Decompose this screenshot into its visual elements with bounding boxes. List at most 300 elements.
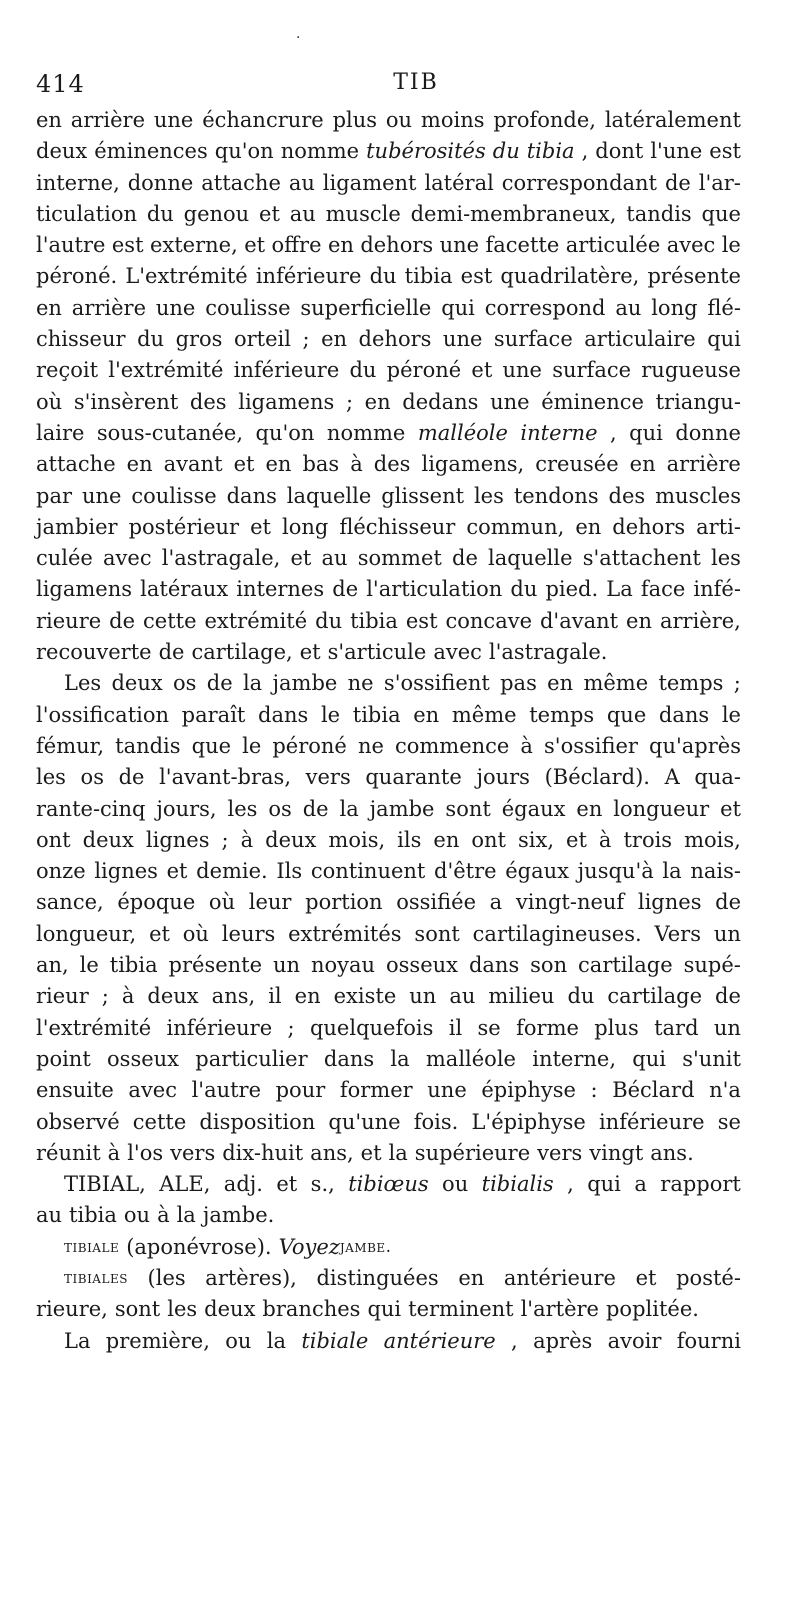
word: jambe (272, 671, 338, 696)
word: du (492, 139, 520, 164)
word: par (36, 483, 73, 508)
text-line (36, 606, 741, 637)
word: correspondant (501, 170, 657, 195)
word: moins (420, 108, 485, 132)
word: épiphyse (481, 1078, 576, 1103)
word: dans (658, 702, 710, 727)
word: deux (204, 1297, 256, 1322)
word: tandis (115, 733, 181, 758)
word: les (227, 796, 258, 821)
word: (aponévrose). (126, 1234, 272, 1259)
word: l'une (650, 139, 703, 164)
word: dans (258, 702, 309, 727)
word: ; (302, 327, 310, 352)
word: une (153, 108, 194, 132)
word: (les (147, 1265, 186, 1290)
word: jambier (36, 514, 118, 539)
word: orteil (233, 327, 291, 352)
word: au (288, 170, 315, 195)
word: antérieure (383, 1328, 496, 1353)
word: et (233, 452, 255, 477)
word: la (390, 1046, 410, 1071)
word: cartilage, (191, 640, 293, 665)
word: surface (552, 358, 632, 383)
word: commun, (466, 514, 565, 539)
word: temps (658, 671, 724, 696)
text-line (36, 981, 741, 1012)
word: temps (529, 702, 595, 727)
word: fois. (413, 1109, 459, 1134)
word: les (167, 1297, 198, 1322)
word: un (409, 984, 437, 1009)
word: dans (323, 1046, 375, 1071)
word: demie. (196, 859, 268, 884)
word: dedans (402, 389, 479, 414)
word: inférieure (255, 264, 362, 289)
word: infé- (693, 577, 741, 602)
word: l'ossification (36, 702, 170, 727)
word: laire (36, 420, 85, 445)
word: longueur, (36, 921, 137, 946)
word: paraît (181, 702, 246, 727)
word: s'ossifier (544, 733, 638, 758)
word: tandis (626, 201, 692, 226)
word: disposition (199, 1109, 316, 1134)
word: mois, (328, 827, 386, 852)
word: ALE, (159, 1172, 211, 1197)
text-line (36, 1138, 741, 1169)
word: cette (143, 608, 197, 633)
word: lignes (145, 827, 210, 852)
word: qua- (694, 765, 741, 790)
word: pour (275, 1078, 326, 1103)
word: triangu- (655, 389, 741, 414)
word: inférieure (166, 1015, 273, 1040)
word: il (448, 1015, 463, 1040)
word: La (64, 1328, 91, 1353)
word: et (566, 827, 587, 852)
word: une (427, 1078, 467, 1103)
word: onze (36, 859, 86, 884)
word: flé- (707, 295, 741, 320)
word: présente (168, 953, 263, 978)
word: vers (537, 1140, 583, 1165)
word: où (36, 389, 63, 414)
word: L'épiphyse (471, 1109, 586, 1134)
word: nomme (280, 139, 360, 164)
word: surface (493, 327, 573, 352)
word: époque (117, 890, 196, 915)
word: longueur (613, 796, 710, 821)
text-line (36, 1075, 741, 1106)
word: après (533, 1328, 593, 1353)
word: postérieur (128, 514, 240, 539)
word: donne (127, 170, 194, 195)
word: s'ossifient (383, 671, 490, 696)
word: externe, (149, 233, 238, 258)
text-line (36, 1044, 741, 1075)
word: il (268, 984, 282, 1009)
word: latéralement (604, 108, 741, 132)
word: deux (147, 984, 199, 1009)
word: ans, (211, 984, 256, 1009)
text-line (36, 1294, 741, 1325)
word: tibiœus (348, 1172, 429, 1197)
text-line (36, 794, 741, 825)
word: l'ar- (698, 170, 741, 195)
word: dehors (612, 514, 686, 539)
word: de (109, 608, 136, 633)
word: interne, (532, 1046, 617, 1071)
word: quarante (365, 765, 462, 790)
text-line (36, 1200, 741, 1231)
word: à (107, 1140, 121, 1165)
word: que (701, 201, 741, 226)
word: observé (36, 1109, 120, 1134)
word: deux (82, 827, 134, 852)
word: l'articulation (366, 577, 503, 602)
word: , (581, 139, 589, 164)
word: que (191, 733, 232, 758)
word: rante-cinq (36, 796, 146, 821)
word: sont (414, 921, 460, 946)
word: lignes (94, 859, 158, 884)
word: plus (332, 108, 378, 132)
word: un (273, 953, 301, 978)
word: une (502, 358, 542, 383)
word: existe (333, 984, 397, 1009)
word: est (709, 139, 741, 164)
word: , (567, 1172, 574, 1197)
running-head: TIB (393, 70, 439, 95)
word: L'extrémité (125, 264, 248, 289)
word: tibia (526, 139, 575, 164)
word: extrémité (204, 608, 308, 633)
word: en (575, 514, 602, 539)
word: TIBIAL, (64, 1172, 146, 1197)
word: fléchisseur (339, 514, 456, 539)
word: tibia (350, 608, 398, 633)
word: tendons (513, 483, 599, 508)
word: La (606, 577, 633, 602)
word: particulier (195, 1046, 308, 1071)
word: du (369, 264, 397, 289)
text-line (36, 481, 741, 512)
word: ont (36, 827, 71, 852)
word: les (36, 765, 66, 790)
word: en (327, 233, 354, 258)
word: attache (36, 452, 116, 477)
word: latéraux (140, 577, 229, 602)
word: tibia (109, 953, 158, 978)
word: coulisse (205, 295, 291, 320)
word: de (452, 546, 478, 571)
word: s'insèrent (73, 389, 179, 414)
word: vingt-neuf (515, 890, 625, 915)
word: une (439, 233, 480, 258)
word: qui (587, 1172, 621, 1197)
word: jours, (156, 796, 217, 821)
word: terminent (408, 1297, 514, 1322)
word: dehors (360, 233, 434, 258)
word: quelquefois (309, 1015, 434, 1040)
word: en (36, 108, 62, 132)
word: Ils (276, 859, 303, 884)
word: genou (183, 201, 250, 226)
word: arrière (71, 295, 147, 320)
word: leurs (221, 921, 276, 946)
word: ; (221, 827, 229, 852)
word: péroné (272, 733, 347, 758)
word: muscle (325, 201, 401, 226)
word: de (715, 890, 741, 915)
word: articulée (565, 233, 661, 258)
text-line (36, 1326, 741, 1357)
word: l'astragale, (161, 546, 281, 571)
word: en (629, 452, 656, 477)
word: de (118, 765, 145, 790)
word: Les (64, 671, 102, 696)
word: la (339, 796, 359, 821)
text-line (36, 199, 741, 230)
word: en (626, 608, 652, 633)
word: où (208, 890, 236, 915)
word: recouverte (36, 640, 152, 665)
word: en (458, 1265, 485, 1290)
word: facette (485, 233, 560, 258)
word: ont (471, 827, 506, 852)
text-line (36, 1013, 741, 1044)
word: culée (36, 546, 93, 571)
word: pas (500, 671, 537, 696)
word: l'os (127, 1140, 164, 1165)
text-line (36, 1169, 741, 1200)
word: trois (623, 827, 673, 852)
text-line (36, 825, 741, 856)
word: l'artère (520, 1297, 599, 1322)
word: concave (445, 608, 533, 633)
word: mois, (684, 827, 741, 852)
word: arrière (70, 108, 146, 132)
word: inférieure (233, 358, 340, 383)
word: avec (433, 640, 482, 665)
word: coulisse (131, 483, 217, 508)
word: inférieure (598, 1109, 705, 1134)
word: point (36, 1046, 91, 1071)
word: plus (594, 1015, 639, 1040)
word: tibia (404, 264, 453, 289)
word: jours (476, 765, 530, 790)
text-line (36, 1232, 741, 1263)
word: d'être (434, 859, 497, 884)
text-line (36, 418, 741, 449)
word: distinguées (316, 1265, 439, 1290)
word: l'astragale. (488, 640, 608, 665)
word: en (294, 984, 321, 1009)
word: arrière (666, 452, 741, 477)
word: sance, (36, 890, 104, 915)
word: jusqu'à (577, 859, 654, 884)
word: vers (170, 1140, 216, 1165)
word: qu'on (214, 139, 274, 164)
word: sont (114, 1297, 161, 1322)
word: au (321, 546, 348, 571)
word: ans, (310, 1140, 354, 1165)
word: du (510, 577, 538, 602)
word: une (81, 483, 122, 508)
word: à (121, 984, 135, 1009)
word: pied. (545, 577, 599, 602)
word: la (266, 1328, 286, 1353)
word: en (364, 389, 391, 414)
page-header (36, 70, 741, 104)
word: ou (442, 1172, 469, 1197)
word: première, (105, 1328, 210, 1353)
word: et (635, 1265, 657, 1290)
word: jambe. (202, 1203, 275, 1228)
word: gros (175, 327, 223, 352)
word: s'attachent (582, 546, 701, 571)
word: attache (201, 170, 281, 195)
word: la (242, 671, 263, 696)
word: ligament (322, 170, 417, 195)
text-line (36, 512, 741, 543)
word: lignes (637, 890, 702, 915)
word: os (268, 796, 292, 821)
word: même (451, 702, 517, 727)
word: profonde, (493, 108, 596, 132)
word: le (320, 702, 341, 727)
text-line (36, 668, 741, 699)
word: cartilagineuses. (472, 921, 642, 946)
word: A (664, 765, 680, 790)
word: et (299, 640, 321, 665)
word: ossifiée (396, 890, 477, 915)
text-line (36, 700, 741, 731)
word: ; (287, 1015, 295, 1040)
word: ; (733, 671, 741, 696)
word: ligamens, (421, 452, 525, 477)
word: tibia (352, 702, 401, 727)
word: interne, (36, 170, 120, 195)
text-line (36, 449, 741, 480)
word: ou (225, 1328, 252, 1353)
word: une (490, 389, 530, 414)
word: est (460, 264, 493, 289)
text-line (36, 919, 741, 950)
text-line (36, 355, 741, 386)
text-line (36, 574, 741, 605)
word: deux (111, 671, 163, 696)
word: creusée (535, 452, 619, 477)
word: cartilage (607, 984, 703, 1009)
word: est (405, 608, 438, 633)
word: au (615, 295, 642, 320)
word: échancrure (202, 108, 324, 132)
word: osseux (107, 1046, 180, 1071)
word: de (715, 984, 741, 1009)
word: sommet (357, 546, 442, 571)
word: commence (394, 733, 510, 758)
text-line (36, 762, 741, 793)
word: l'autre (36, 233, 106, 258)
word: de (158, 640, 185, 665)
text-line (36, 637, 741, 668)
word: le (79, 953, 99, 978)
word: supérieure (414, 1140, 531, 1165)
word: muscles (655, 483, 741, 508)
word: l'extrémité (108, 358, 224, 383)
word: la (388, 1140, 408, 1165)
word: portion (305, 890, 383, 915)
word: os (173, 671, 197, 696)
body-text (36, 105, 741, 1357)
word: jambe. (339, 1236, 392, 1257)
word: tibia (69, 1203, 117, 1228)
word: a (634, 1172, 647, 1197)
word: à (598, 827, 612, 852)
word: deux (36, 139, 88, 164)
word: la (176, 1203, 196, 1228)
word: fémur, (36, 733, 105, 758)
text-line (36, 324, 741, 355)
word: une (442, 327, 483, 352)
word: à (240, 827, 254, 852)
word: qui (707, 327, 741, 352)
word: long (281, 514, 329, 539)
word: avec (128, 1078, 177, 1103)
word: en (433, 827, 460, 852)
word: les (473, 483, 504, 508)
word: tubérosités (366, 139, 486, 164)
word: se (717, 1109, 741, 1134)
word: tibiales (64, 1267, 128, 1288)
word: au (449, 984, 476, 1009)
word: et (276, 1172, 298, 1197)
word: d'avant (539, 608, 619, 633)
text-line (36, 950, 741, 981)
word: du (137, 327, 165, 352)
word: ; (345, 389, 354, 414)
text-line (36, 1107, 741, 1138)
word: en (547, 671, 574, 696)
word: de (332, 577, 359, 602)
word: avant (163, 452, 223, 477)
word: et (360, 1140, 382, 1165)
word: arti- (696, 514, 741, 539)
word: et (471, 358, 493, 383)
word: laquelle (286, 483, 372, 508)
word: cette (132, 1109, 187, 1134)
word: ne (357, 733, 384, 758)
word: leur (248, 890, 292, 915)
word: an, (36, 953, 69, 978)
word: du (146, 201, 174, 226)
word: du (315, 608, 343, 633)
word: en (321, 327, 348, 352)
word: sont (445, 796, 491, 821)
word: à (157, 1203, 170, 1228)
word: rieure, (36, 1297, 108, 1322)
word: le (242, 733, 262, 758)
word: dehors (358, 327, 432, 352)
word: nomme (326, 420, 406, 445)
text-line (36, 387, 741, 418)
word: et (149, 921, 170, 946)
text-line (36, 887, 741, 918)
word: même (583, 671, 649, 696)
word: une (155, 295, 196, 320)
